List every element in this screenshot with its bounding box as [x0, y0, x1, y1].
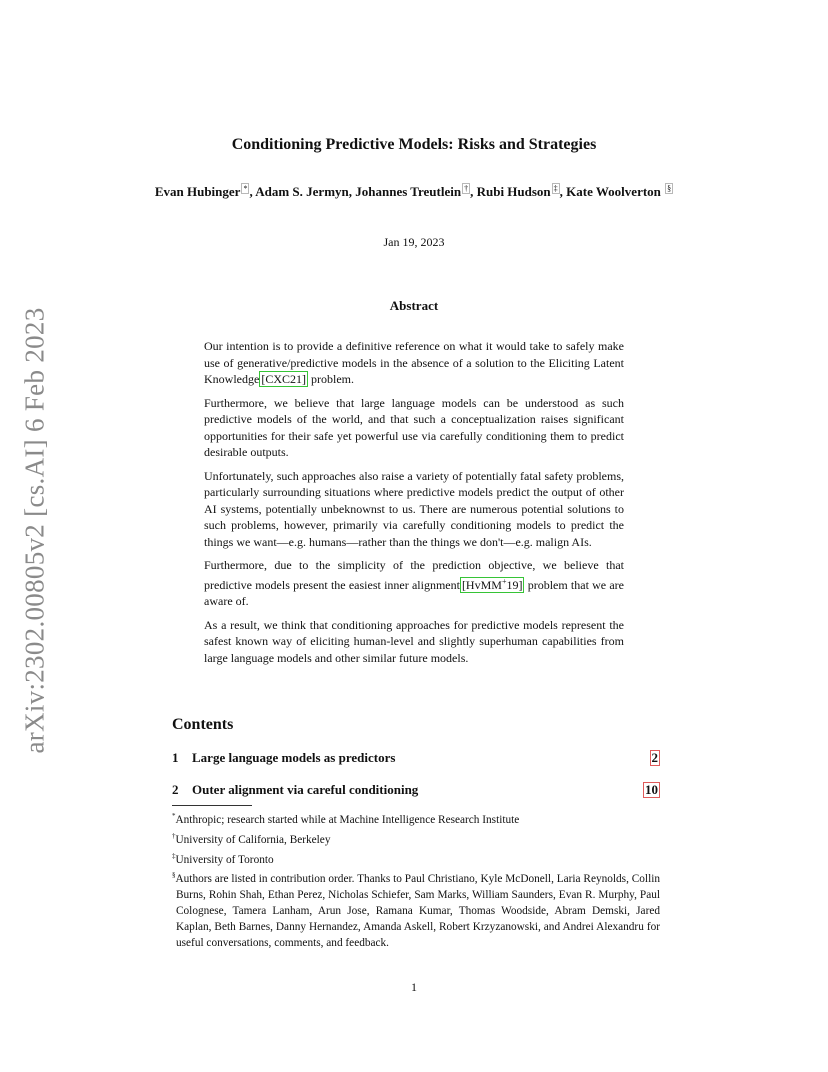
citation-text: [HvMM	[461, 577, 502, 592]
footnote-mark: †	[172, 831, 176, 840]
abstract-text: Our intention is to provide a definitive reference on what it would take to safely make use of generative/predictive models in the absence of a solution to the Eliciting Latent Knowledge	[204, 339, 624, 386]
footnote-text: University of California, Berkeley	[175, 833, 331, 846]
footnote	[172, 808, 660, 828]
abstract-text: problem.	[308, 372, 354, 386]
footnotes	[172, 808, 660, 951]
author-name: Kate Woolverton	[566, 184, 661, 199]
arxiv-identifier-text: arXiv:2302.00805v2 [cs.AI] 6 Feb 2023	[19, 306, 50, 754]
contents-heading: Contents	[172, 716, 234, 733]
arxiv-identifier-stamp	[14, 300, 56, 760]
toc-entry-label	[172, 750, 395, 766]
footnote	[172, 867, 660, 951]
footnote-link[interactable]: ‡	[553, 183, 558, 193]
footnote-mark: §	[172, 871, 176, 880]
toc-page-link[interactable]: 2	[651, 750, 658, 765]
citation-link[interactable]: [CXC21]	[261, 372, 306, 386]
abstract-paragraph	[204, 338, 624, 388]
citation-superscript: +	[501, 576, 507, 586]
toc-section-number: 1	[172, 750, 179, 766]
page-number: 1	[411, 980, 417, 994]
publication-date: Jan 19, 2023	[383, 235, 445, 249]
footnote-divider	[172, 805, 252, 806]
toc-entry[interactable]	[172, 782, 660, 798]
toc-section-number: 2	[172, 782, 179, 798]
author-name: Johannes Treutlein	[355, 184, 462, 199]
citation-link[interactable]	[460, 577, 525, 593]
footnote-mark: *	[172, 812, 176, 820]
abstract-paragraph: Furthermore, we believe that large language models can be understood as such predictive models of the world, and that such a conceptualization raises significant opportunities for their safe yet powerful use via carefully conditioning them to predict desirable outputs.	[204, 395, 624, 459]
paper-title: Conditioning Predictive Models: Risks and Strategies	[231, 136, 597, 153]
abstract-text: Furthermore, due to the simplicity of the prediction objective, we believe that predictive models present the easiest inner alignment	[204, 558, 624, 592]
toc-entry[interactable]	[172, 750, 660, 766]
footnote	[172, 848, 660, 868]
citation-text: 19]	[506, 577, 523, 592]
footnote-link[interactable]: §	[667, 183, 672, 193]
footnote-text: Anthropic; research started while at Machine Intelligence Research Institute	[175, 813, 520, 826]
abstract-paragraph: As a result, we think that conditioning approaches for predictive models represent the safest known way of eliciting human-level and slightly superhuman capabilities from large language models and other similar future models.	[204, 617, 624, 665]
toc-section-title: Outer alignment via careful conditioning	[192, 782, 419, 798]
footnote	[172, 828, 660, 848]
author-list: Evan Hubinger * , Adam S. Jermyn, Johannes Treutlein † , Rubi Hudson ‡ , Kate Woolverton §	[154, 183, 672, 199]
footnote-mark: ‡	[172, 851, 176, 860]
toc-page-link[interactable]: 10	[645, 782, 658, 797]
footnote-text: Authors are listed in contribution order. Thanks to Paul Christiano, Kyle McDonell, Laria Reynolds, Collin Burns, Rohin Shah, Ethan Perez, Nicholas Schiefer, Sam Marks, William Saunders, Evan R. Murphy, Paul Colognese, Tamera Lanham, Arun Jose, Ramana Kumar, Thomas Woodside, Abram Demski, Jared Kaplan, Beth Barnes, Danny Hernandez, Amanda Askell, Robert Krzyzanowski, and Andrei Alexandru for useful conversations, comments, and feedback.	[175, 873, 660, 950]
toc-section-title: Large language models as predictors	[192, 750, 396, 766]
abstract-heading: Abstract	[389, 298, 439, 313]
footnote-text: University of Toronto	[175, 853, 274, 866]
footnote-link[interactable]: †	[464, 183, 469, 193]
footnote-link[interactable]: *	[243, 183, 248, 193]
abstract-text: problem that we are aware of.	[204, 577, 624, 608]
author-name: Adam S. Jermyn	[255, 184, 349, 199]
author-name: Rubi Hudson	[476, 184, 551, 199]
toc-entry-label	[172, 782, 418, 798]
abstract-body	[204, 338, 624, 673]
abstract-paragraph: Unfortunately, such approaches also raise a variety of potentially fatal safety problems, particularly surrounding situations where predictive models predict the output of other AI systems, potentially unbeknownst to us. There are numerous potential solutions to such problems, however, primarily via carefully conditioning models to predict the things we want—e.g. humans—rather than the things we don't—e.g. malign AIs.	[204, 468, 624, 549]
abstract-paragraph	[204, 557, 624, 610]
author-name: Evan Hubinger	[154, 184, 241, 199]
